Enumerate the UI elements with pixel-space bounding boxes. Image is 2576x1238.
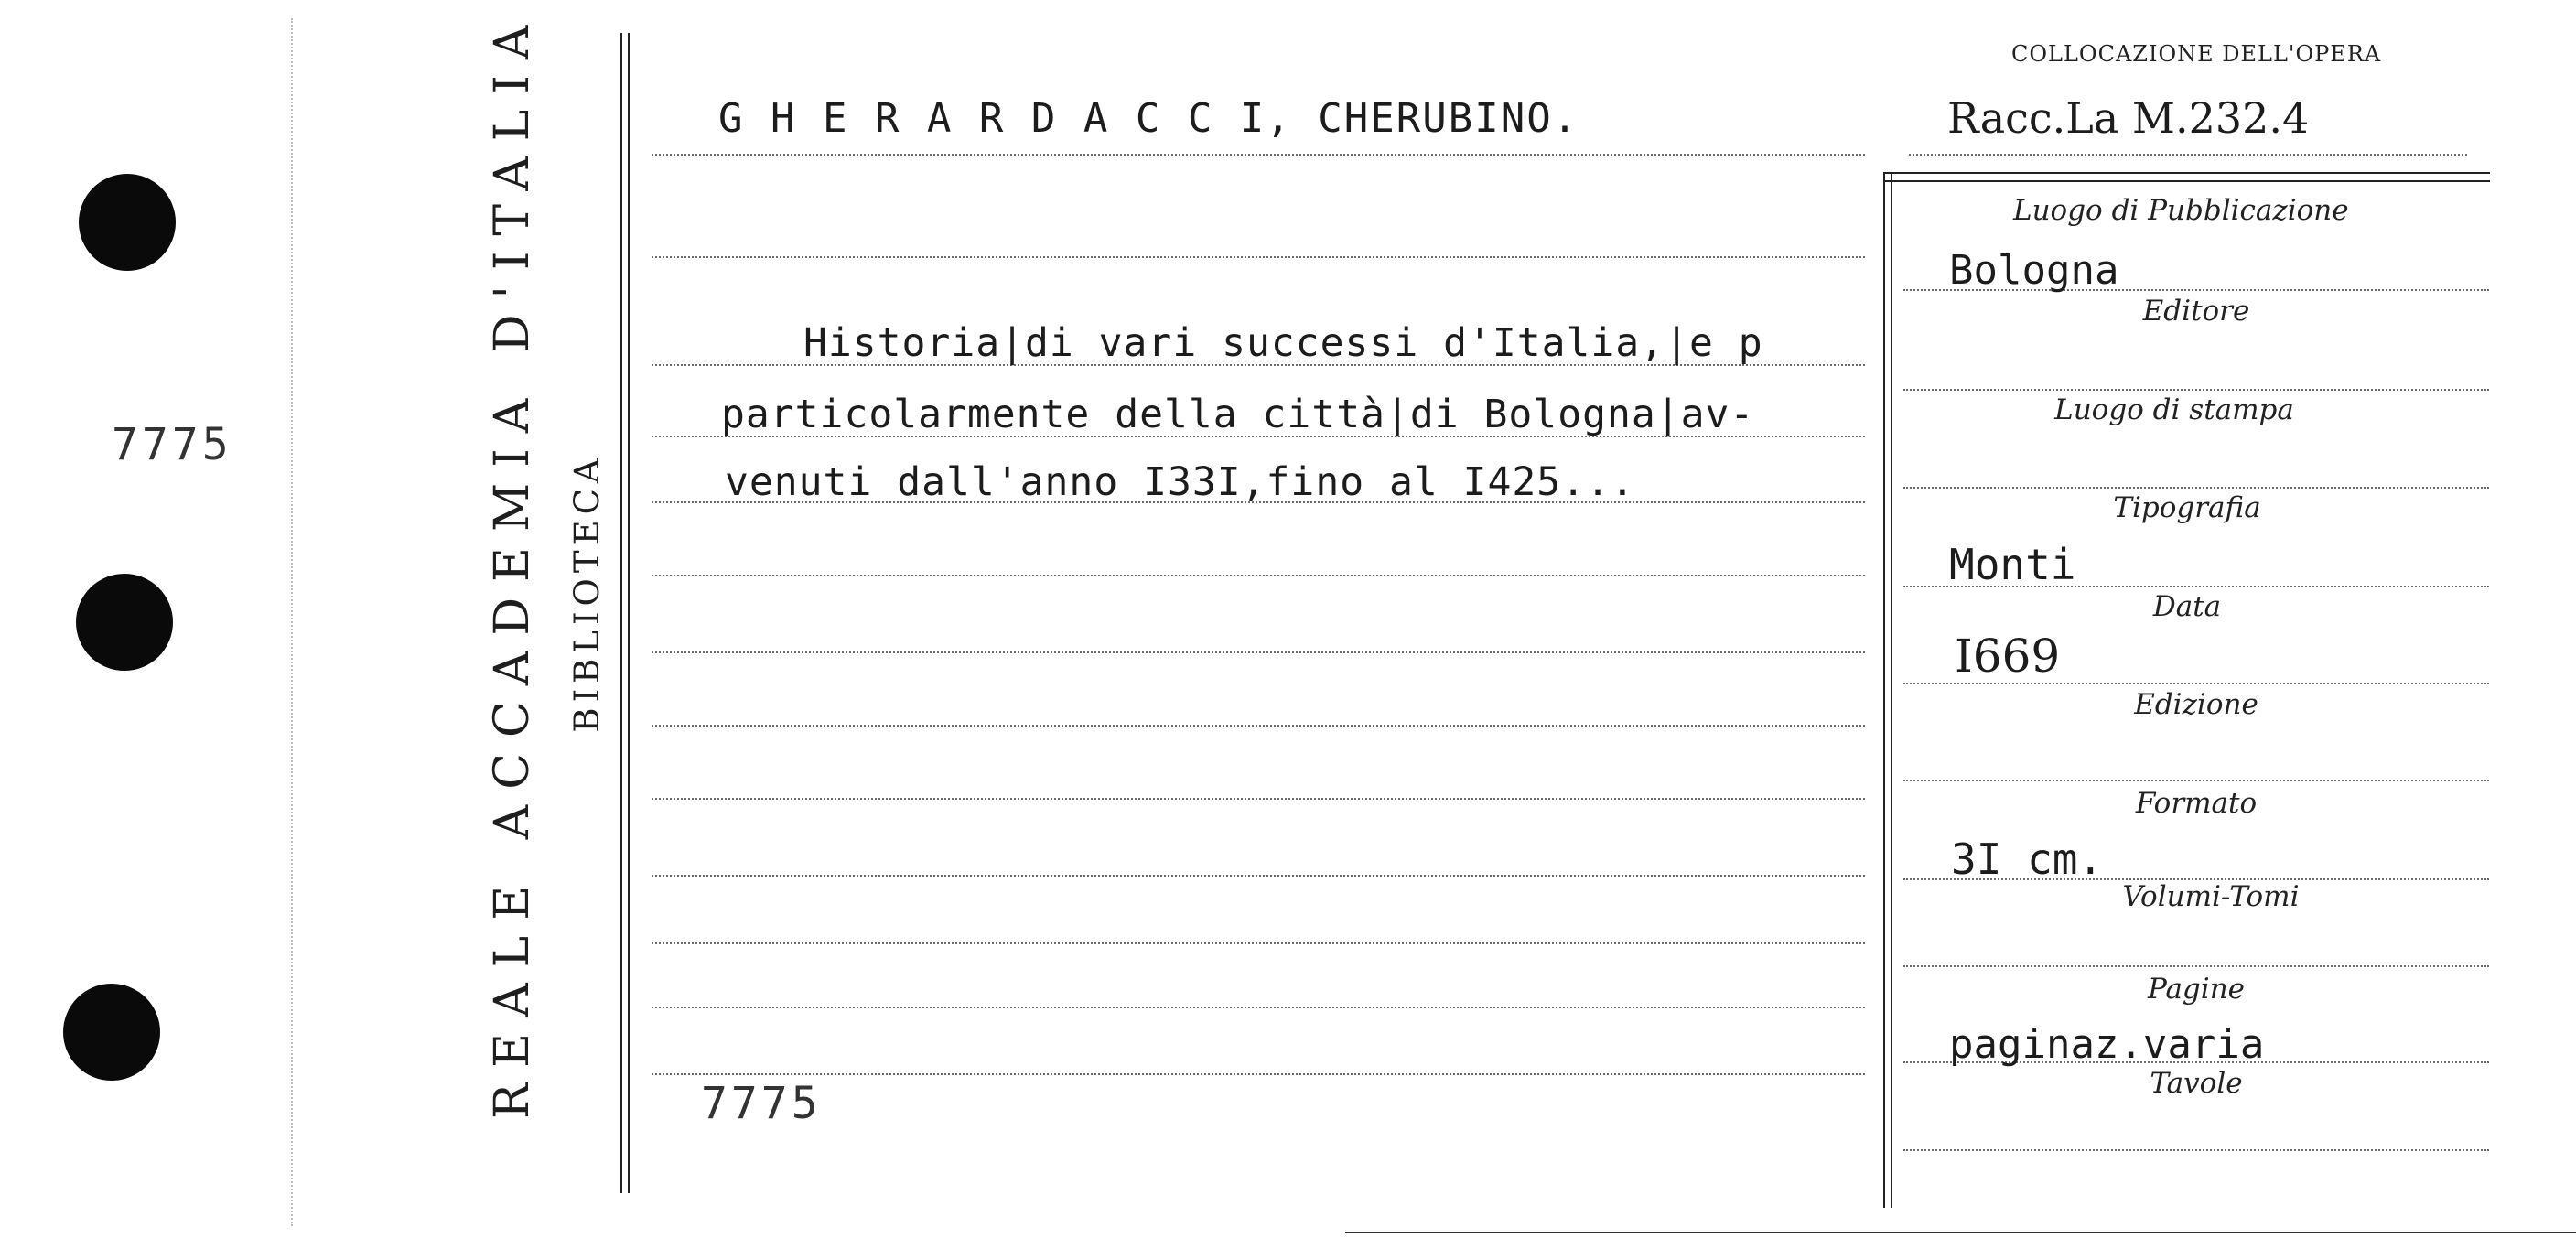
formato-value: 3I cm. [1951,834,2104,884]
author-heading: G H E R A R D A C C I, CHERUBINO. [718,95,1579,142]
punch-hole-top [79,174,176,271]
box-rule-2 [1903,389,2489,391]
rule-9 [652,798,1865,800]
right-box-top-rule-2 [1883,180,2490,182]
luogo-stampa-label: Luogo di stampa [2054,393,2294,426]
box-rule-6 [1903,780,2489,781]
formato-label: Formato [2135,787,2258,820]
rule-12 [652,1007,1865,1008]
right-box-top-rule [1883,172,2490,174]
rule-6 [652,575,1865,576]
rule-13 [652,1073,1865,1075]
pagine-label: Pagine [2147,973,2246,1006]
box-rule-3 [1903,487,2489,489]
left-double-rule-b [628,33,630,1193]
inventory-number-bottom: 7775 [701,1078,822,1129]
data-label: Data [2152,590,2222,623]
shelfmark: Racc.La M.232.4 [1947,93,2310,143]
right-box-rule-b [1891,174,1892,1208]
punch-hole-middle [76,574,173,671]
title-line-3: venuti dall'anno I33I,fino al I425... [725,459,1635,505]
card-bottom-edge [1345,1232,2576,1233]
rule-header-right [1909,154,2467,156]
title-line-2: particolarmente della città|di Bologna|av- [721,392,1755,437]
institution-name: REALE ACCADEMIA D'ITALIA [485,9,540,1119]
collocation-label: COLLOCAZIONE DELL'OPERA [2011,41,2382,67]
pagine-value: paginaz.varia [1949,1021,2265,1068]
rule-1 [652,154,1865,156]
rule-8 [652,725,1865,727]
rule-10 [652,875,1865,877]
right-box-rule-a [1883,174,1885,1208]
rule-7 [652,651,1865,653]
luogo-pubblicazione-label: Luogo di Pubblicazione [2013,194,2349,227]
rule-11 [652,942,1865,944]
rule-2 [652,256,1865,258]
left-double-rule-a [620,33,622,1193]
title-line-1: Historia|di vari successi d'Italia,|e p [803,320,1763,366]
inventory-number: 7775 [112,419,232,470]
box-rule-10 [1903,1149,2489,1151]
volumi-tomi-label: Volumi-Tomi [2122,880,2300,913]
data-value: I669 [1955,630,2061,683]
tipografia-label: Tipografia [2113,491,2261,524]
tavole-label: Tavole [2150,1067,2243,1100]
tipografia-value: Monti [1949,540,2076,589]
box-rule-5 [1903,683,2489,684]
punch-hole-bottom [63,984,160,1081]
left-edge-marks [291,18,293,1226]
editore-label: Editore [2142,295,2250,328]
edizione-label: Edizione [2134,688,2258,721]
luogo-pubblicazione-value: Bologna [1949,247,2119,294]
box-rule-8 [1903,965,2489,967]
library-label: BIBLIOTECA [567,453,607,733]
